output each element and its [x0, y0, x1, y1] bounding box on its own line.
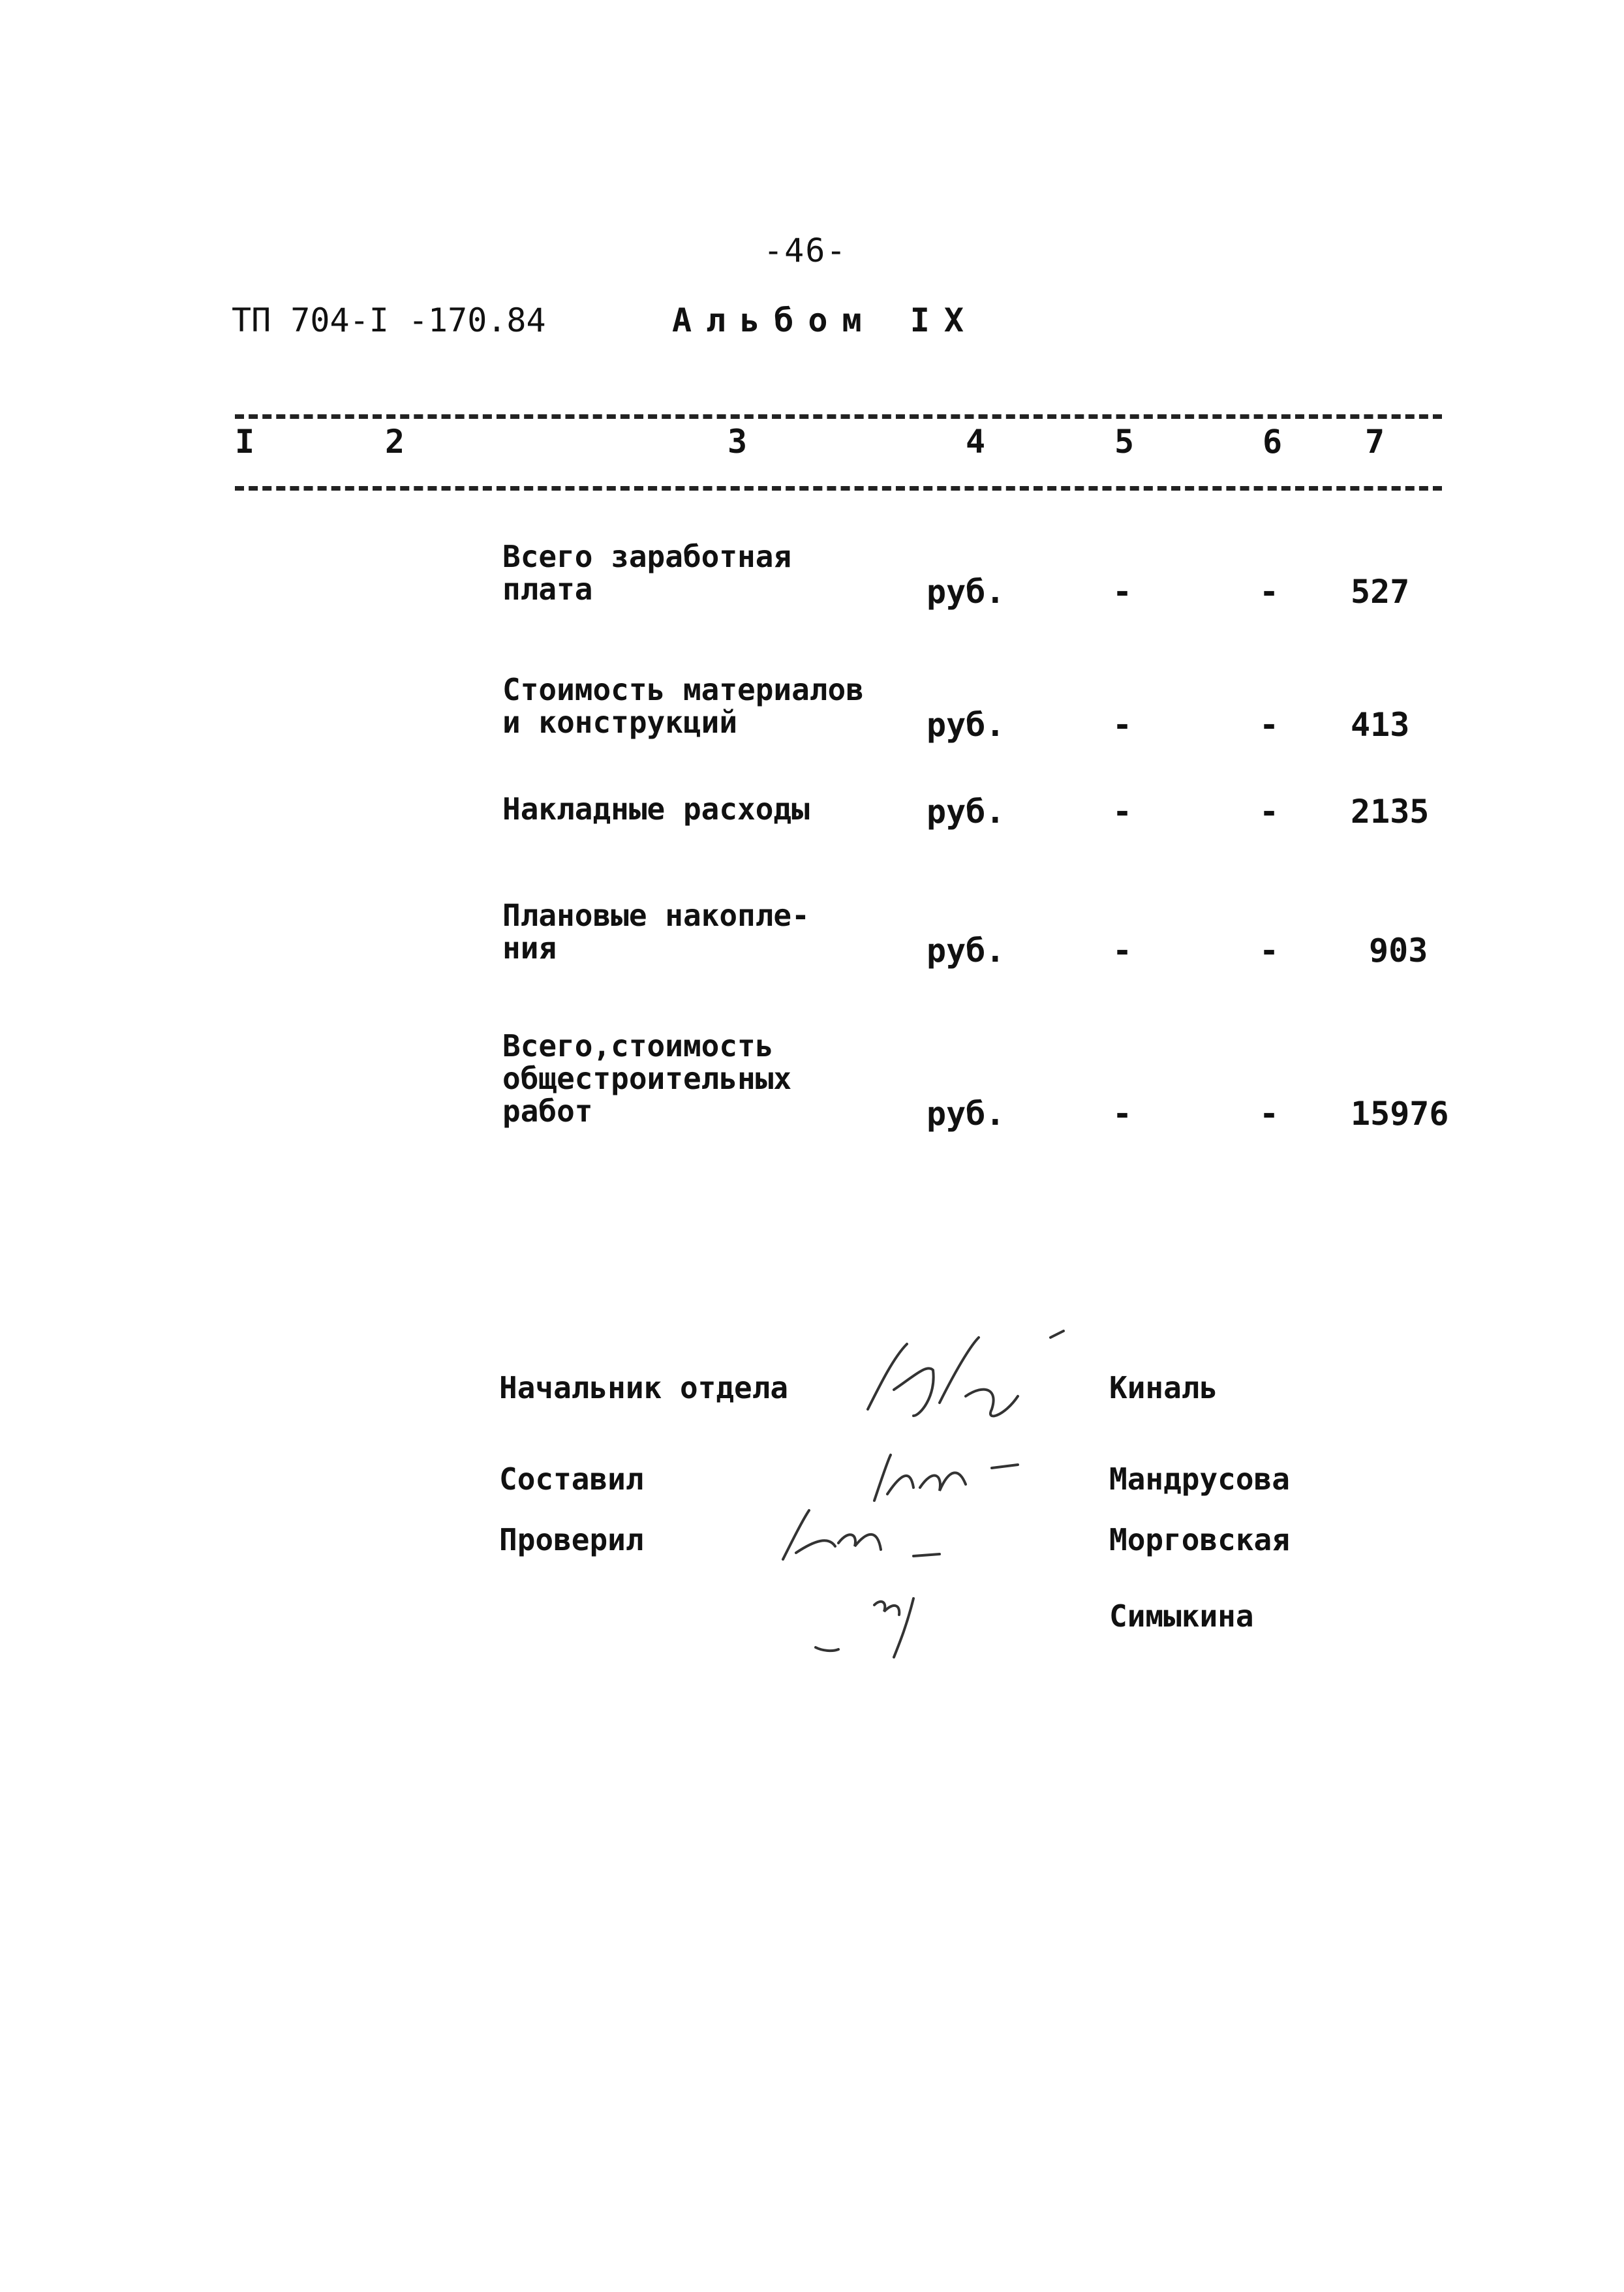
column-header-6: 6 [1263, 423, 1283, 461]
handwritten-signature [803, 1579, 959, 1664]
row-description: Всего,стоимость общестроительных работ [502, 1028, 792, 1129]
signature-name: Киналь [1109, 1370, 1218, 1405]
row-unit: руб. [927, 573, 1005, 611]
row-description: Накладные расходы [502, 791, 810, 827]
row-value: 527 [1351, 573, 1410, 611]
column-header-4: 4 [966, 423, 986, 461]
column-header-5: 5 [1114, 423, 1135, 461]
row-value: 903 [1369, 932, 1428, 970]
column-header-7: 7 [1365, 423, 1385, 461]
row-description: Стоимость материалов и конструкций [502, 672, 864, 740]
signature-role: Проверил [499, 1522, 644, 1557]
column-header-2: 2 [385, 423, 405, 461]
row-unit: руб. [927, 793, 1005, 831]
album-title: Альбом IX [672, 301, 978, 339]
page-number: -46- [763, 232, 848, 269]
row-description: Всего заработная плата [502, 539, 792, 607]
signature-name: Морговская [1109, 1522, 1290, 1557]
handwritten-signature [770, 1501, 966, 1572]
row-value: 15976 [1351, 1095, 1449, 1133]
handwritten-signature [855, 1318, 1090, 1435]
row-unit: руб. [927, 932, 1005, 970]
column-header-1: I [235, 423, 255, 461]
row-col6: - [1259, 1095, 1279, 1133]
row-col5: - [1112, 793, 1133, 831]
row-col5: - [1112, 1095, 1133, 1133]
row-value: 413 [1351, 706, 1410, 744]
row-col6: - [1259, 793, 1279, 831]
signature-role: Составил [499, 1461, 644, 1497]
signature-role: Начальник отдела [499, 1370, 789, 1405]
row-col5: - [1112, 706, 1133, 744]
table-divider-top [235, 414, 1442, 419]
signature-name: Симыкина [1109, 1598, 1254, 1634]
document-code: ТП 704-I -170.84 [232, 301, 546, 339]
row-col5: - [1112, 573, 1133, 611]
row-col6: - [1259, 706, 1279, 744]
row-description: Плановые накопле- ния [502, 898, 810, 966]
column-header-3: 3 [728, 423, 748, 461]
row-unit: руб. [927, 706, 1005, 744]
signature-name: Мандрусова [1109, 1461, 1290, 1497]
row-col6: - [1259, 573, 1279, 611]
row-value: 2135 [1351, 793, 1430, 831]
table-divider-bottom [235, 486, 1442, 491]
row-unit: руб. [927, 1095, 1005, 1133]
row-col6: - [1259, 932, 1279, 970]
row-col5: - [1112, 932, 1133, 970]
